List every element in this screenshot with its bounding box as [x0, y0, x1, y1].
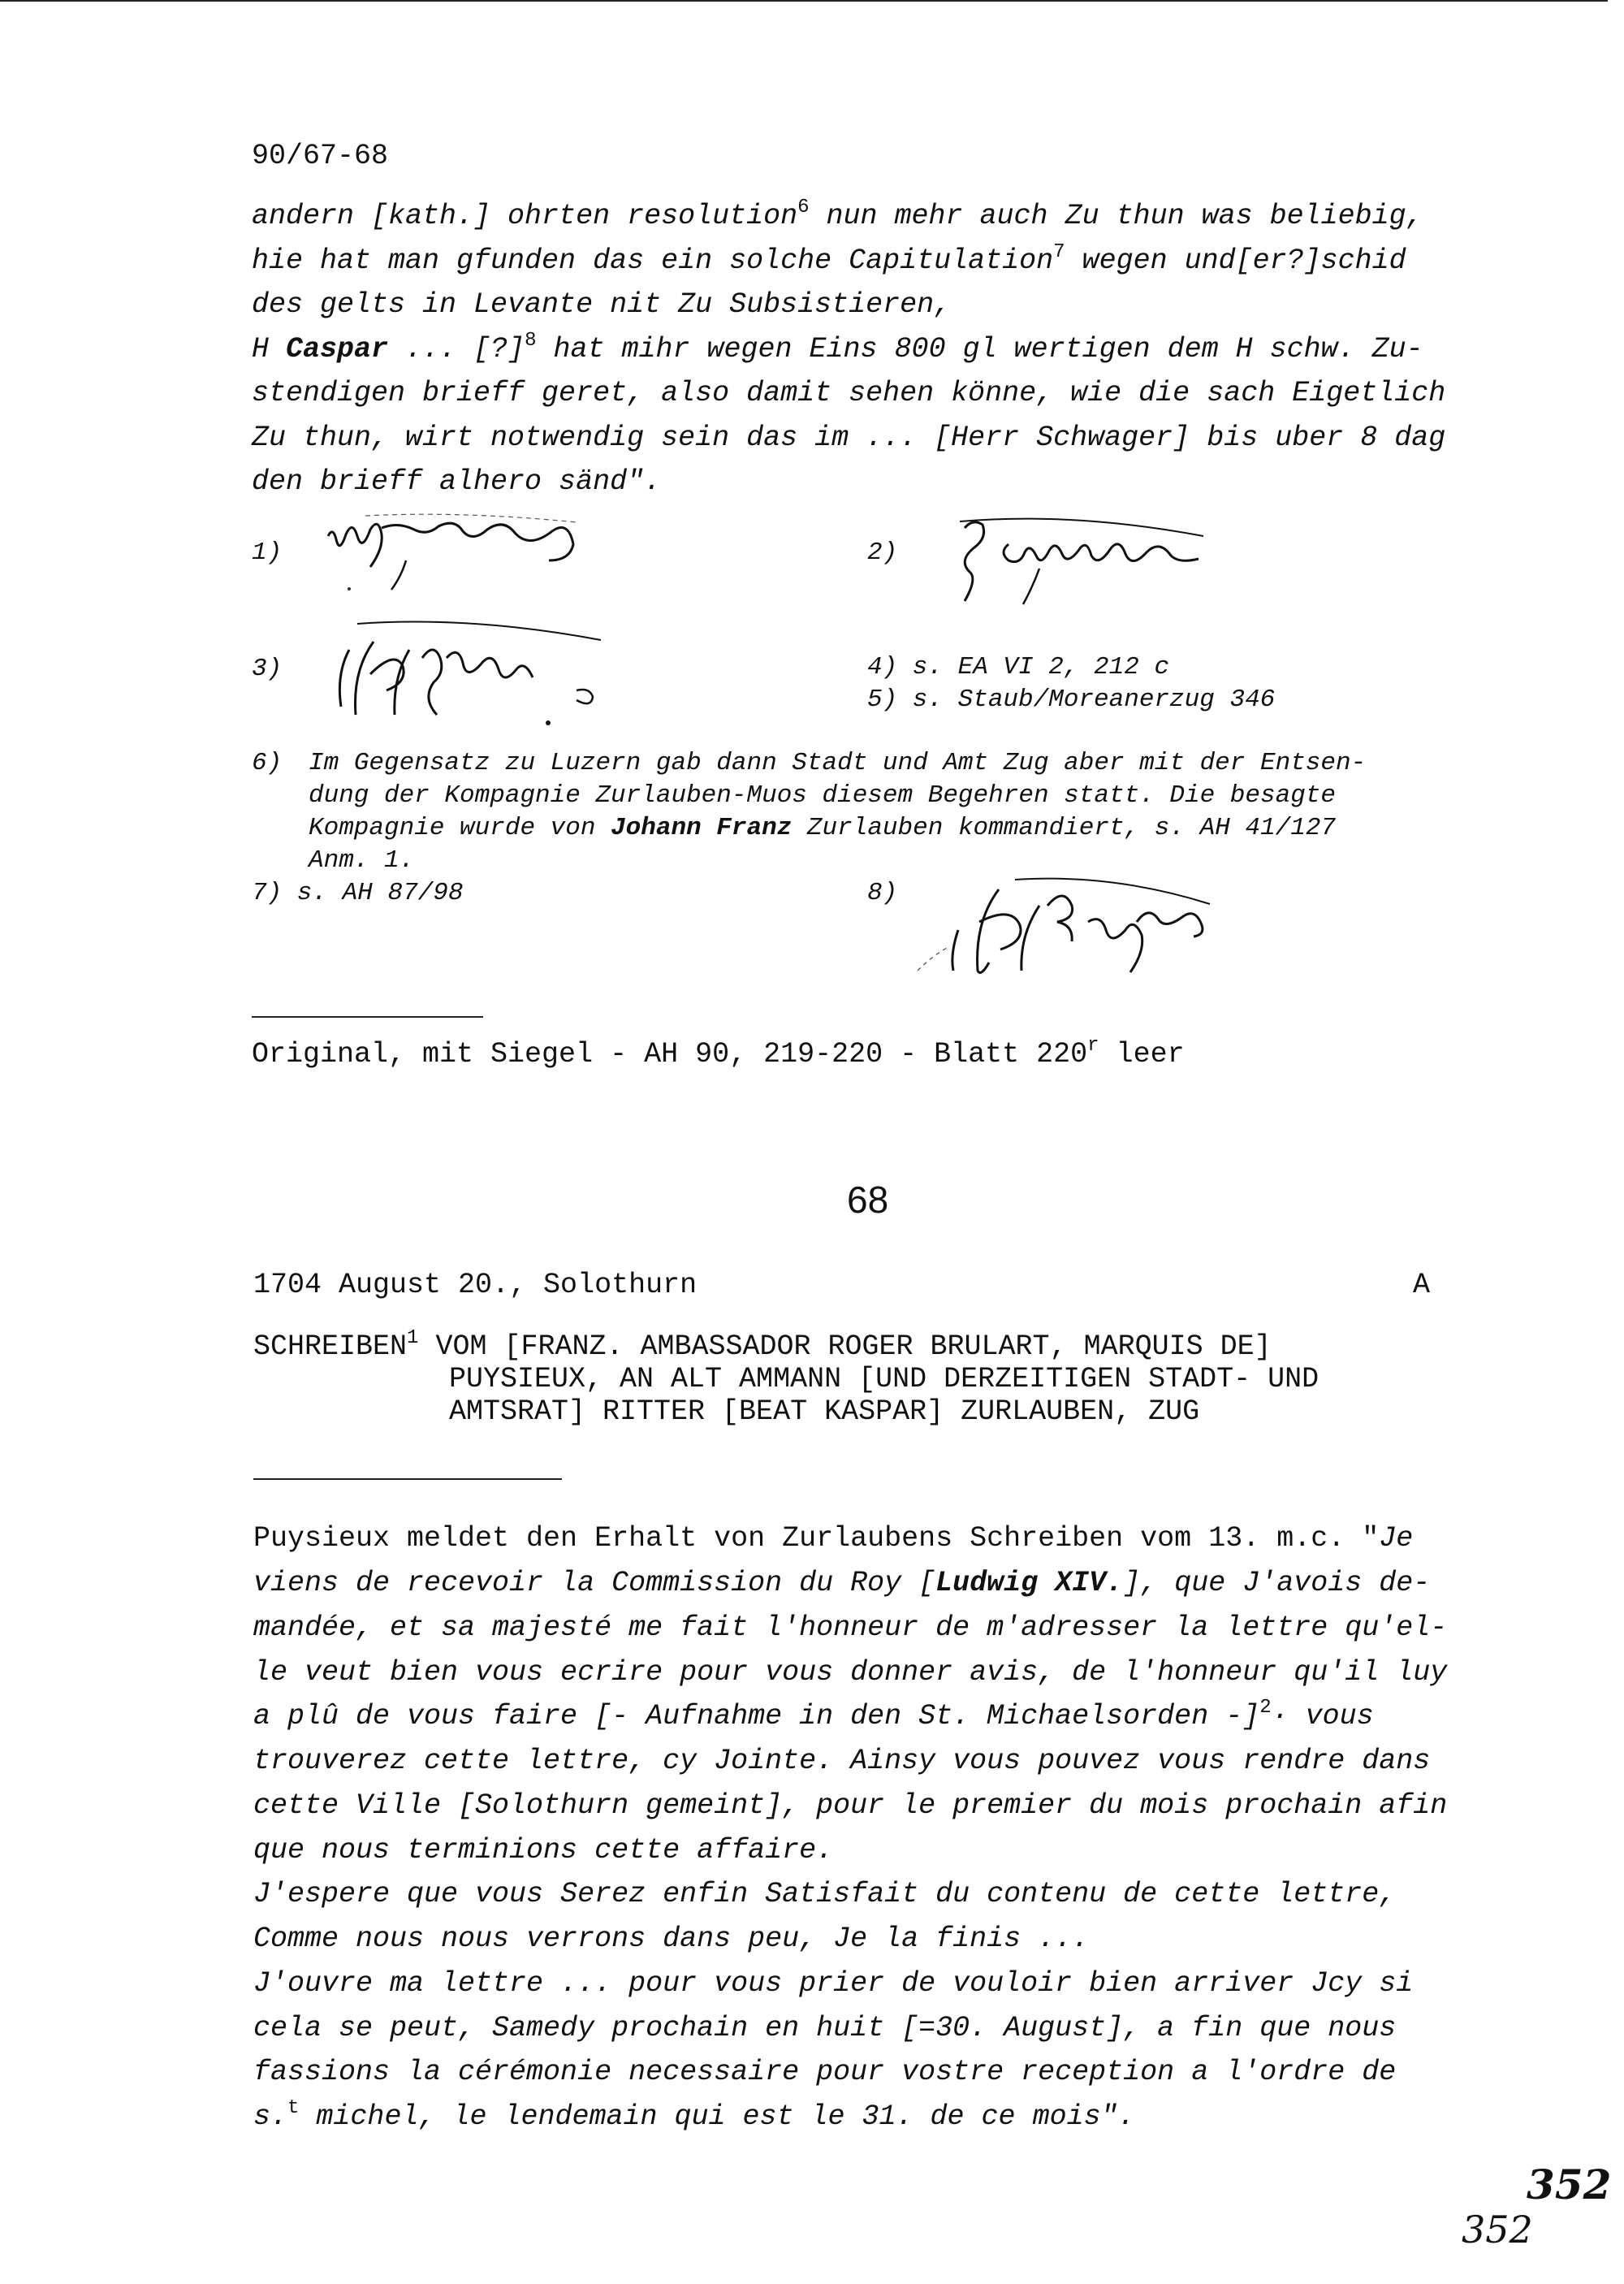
document-title-line: PUYSIEUX, AN ALT AMMANN [UND DERZEITIGEN STADT- UND [449, 1363, 1320, 1395]
document-date-place: 1704 August 20., Solothurn [253, 1269, 698, 1301]
quote-line: Comme nous nous verrons dans peu, Je la finis ... [253, 1923, 1090, 1955]
footnote-7: 7) s. AH 87/98 [252, 879, 464, 907]
handwriting-sample-3 [325, 617, 633, 739]
quote-line: J'ouvre ma lettre ... pour vous prier de vouloir bien arriver Jcy si [253, 1967, 1414, 2000]
quote-line: trouverez cette lettre, cy Jointe. Ainsy vous pouvez vous rendre dans [253, 1745, 1431, 1777]
footnote-2-label: 2) [867, 539, 898, 567]
quote-line: s.$^t$ michel, le lendemain qui est le 31. de ce mois". [253, 2097, 1135, 2133]
footnote-3-label: 3) [252, 655, 283, 683]
footnote-6-label: 6) [252, 749, 283, 777]
footnote-8-label: 8) [867, 879, 898, 907]
footnote-6-line: Kompagnie wurde von Johann Franz Zurlauben kommandiert, s. AH 41/127 [309, 814, 1337, 842]
footnote-5: 5) s. Staub/Moreanerzug 346 [867, 686, 1276, 714]
title-separator [253, 1478, 562, 1480]
top-border [0, 0, 1608, 2]
body-line: den brieff alhero sänd". [252, 465, 662, 498]
footnote-separator [252, 1016, 483, 1018]
quote-line: J'espere que vous Serez enfin Satisfait du contenu de cette lettre, [253, 1878, 1397, 1910]
quote-line: cela se peut, Samedy prochain en huit [=30. August], a fin que nous [253, 2012, 1397, 2044]
source-line: Original, mit Siegel - AH 90, 219-220 - Blatt 220$^r$ leer [252, 1035, 1185, 1071]
footnote-6-line: Anm. 1. [309, 846, 415, 875]
handwriting-sample-8 [901, 873, 1242, 995]
quote-line: le veut bien vous ecrire pour vous donner avis, de l'honneur qu'il luy [253, 1656, 1448, 1689]
footnote-6-line: dung der Kompagnie Zurlauben-Muos diesem Begehren statt. Die besagte [309, 781, 1337, 810]
quote-line: mandée, et sa majesté me fait l'honneur de m'adresser la lettre qu'el- [253, 1611, 1448, 1644]
body-line: andern [kath.] ohrten resolution$^6$ nun mehr auch Zu thun was beliebig, [252, 197, 1423, 232]
footnote-6-line: Im Gegensatz zu Luzern gab dann Stadt und Amt Zug aber mit der Entsen- [309, 749, 1367, 777]
body-line: des gelts in Levante nit Zu Subsistieren, [252, 288, 952, 321]
page-reference: 90/67-68 [252, 140, 389, 172]
body-line: H Caspar ... [?]$^8$ hat mihr wegen Eins 800 gl wertigen dem H schw. Zu- [252, 330, 1423, 366]
body-line: stendigen brieff geret, also damit sehen könne, wie die sach Eigetlich [252, 377, 1446, 409]
handwriting-sample-1 [317, 512, 625, 601]
quote-line: a plû de vous faire [- Aufnahme in den St. Michaelsorden -]$^2$· vous [253, 1697, 1374, 1732]
quote-line: fassions la cérémonie necessaire pour vostre reception a l'ordre de [253, 2056, 1397, 2088]
quote-line: viens de recevoir la Commission du Roy [Ludwig XIV.], que J'avois de- [253, 1567, 1431, 1599]
quote-line: que nous terminions cette affaire. [253, 1834, 834, 1867]
document-number: 68 [847, 1179, 889, 1221]
document-title-line: SCHREIBEN$^1$ VOM [FRANZ. AMBASSADOR ROGER BRULART, MARQUIS DE] [253, 1327, 1272, 1363]
regest-line: Puysieux meldet den Erhalt von Zurlaubens Schreiben vom 13. m.c. "Je [253, 1522, 1414, 1555]
body-line: hie hat man gfunden das ein solche Capitulation$^7$ wegen und[er?]schid [252, 241, 1406, 277]
body-line: Zu thun, wirt notwendig sein das im ... [Herr Schwager] bis uber 8 dag [252, 422, 1446, 454]
page-number-printed: 352 [1527, 2161, 1612, 2208]
handwriting-sample-2 [950, 512, 1259, 613]
page-number-handwritten: 352 [1462, 2208, 1533, 2252]
footnote-1-label: 1) [252, 539, 283, 567]
quote-line: cette Ville [Solothurn gemeint], pour le premier du mois prochain afin [253, 1789, 1448, 1822]
document-category-mark: A [1413, 1269, 1431, 1301]
document-title-line: AMTSRAT] RITTER [BEAT KASPAR] ZURLAUBEN, ZUG [449, 1395, 1200, 1428]
footnote-4: 4) s. EA VI 2, 212 c [867, 653, 1170, 681]
